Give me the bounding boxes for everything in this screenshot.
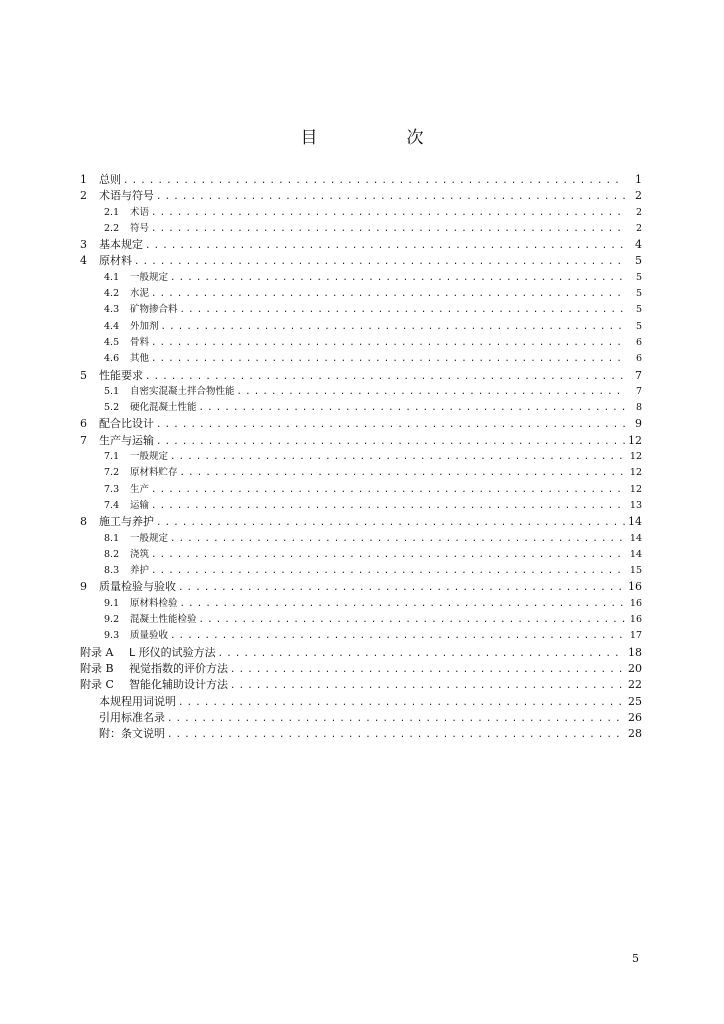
toc-entry-title: 术语与符号	[99, 189, 154, 203]
toc-entry-page: 7	[635, 368, 642, 382]
toc-entry-number: 9.1	[104, 597, 120, 609]
toc-dot-leader	[134, 254, 625, 270]
toc-entry[interactable]	[80, 368, 642, 384]
toc-entry[interactable]	[80, 514, 642, 530]
toc-dot-leader	[237, 384, 625, 400]
toc-entry-number: 8.2	[104, 548, 120, 560]
toc-dot-leader	[151, 335, 625, 351]
toc-dot-leader	[170, 449, 625, 465]
toc-entry-title: 符号	[130, 222, 150, 234]
toc-entry-page: 9	[635, 417, 642, 431]
toc-dot-leader	[123, 173, 625, 189]
toc-entry-number: 7	[80, 433, 87, 447]
toc-dot-leader	[178, 695, 625, 711]
toc-dot-leader	[161, 319, 625, 335]
toc-entry-number: 8.1	[104, 532, 120, 544]
toc-dot-leader	[199, 400, 625, 416]
toc-entry-number: 4.3	[104, 304, 120, 316]
toc-entry-page: 14	[628, 515, 642, 529]
toc-entry[interactable]	[80, 319, 642, 335]
toc-entry[interactable]	[80, 172, 642, 188]
toc-entry-number: 9.2	[104, 614, 120, 626]
toc-entry-page: 22	[628, 678, 642, 692]
toc-entry[interactable]	[80, 302, 642, 318]
toc-entry[interactable]	[80, 465, 642, 481]
toc-entry-title: 硬化混凝土性能	[130, 402, 197, 414]
toc-entry-title: 术语	[130, 206, 150, 218]
toc-entry[interactable]	[80, 433, 642, 449]
toc-entry-page: 20	[628, 661, 642, 675]
toc-entry[interactable]	[80, 335, 642, 351]
toc-entry-page: 2	[635, 222, 642, 234]
toc-dot-leader	[151, 221, 625, 237]
toc-dot-leader	[180, 302, 625, 318]
toc-entry-number: 7.4	[104, 499, 120, 511]
toc-dot-leader	[151, 482, 625, 498]
toc-entry-page: 18	[628, 645, 642, 659]
toc-entry-number: 2	[80, 189, 87, 203]
toc-entry-number: 7.2	[104, 467, 120, 479]
toc-entry-page: 16	[628, 580, 642, 594]
toc-dot-leader	[151, 351, 625, 367]
toc-entry-title: 运输	[130, 499, 150, 511]
toc-entry[interactable]	[80, 253, 642, 269]
toc-entry-page: 16	[629, 597, 642, 609]
toc-dot-leader	[156, 189, 625, 205]
toc-entry-number: 4.4	[104, 320, 120, 332]
toc-entry[interactable]	[80, 661, 642, 677]
toc-entry-page: 12	[629, 467, 642, 479]
toc-dot-leader	[180, 596, 625, 612]
toc-entry[interactable]	[80, 188, 642, 204]
toc-entry[interactable]	[80, 205, 642, 221]
toc-dot-leader	[156, 515, 625, 531]
toc-entry-number: 7.1	[104, 451, 120, 463]
toc-entry-number: 8	[80, 515, 87, 529]
toc-entry-title: 性能要求	[99, 368, 143, 382]
toc-entry[interactable]	[80, 286, 642, 302]
toc-entry[interactable]	[80, 449, 642, 465]
toc-entry-page: 5	[635, 254, 642, 268]
toc-entry-number: 9	[80, 580, 87, 594]
toc-entry-title: 其他	[130, 353, 150, 365]
toc-entry[interactable]	[80, 531, 642, 547]
toc-entry-number: 8.3	[104, 565, 120, 577]
toc-entry-title: 基本规定	[99, 238, 143, 252]
toc-entry-title: 质量验收	[130, 630, 169, 642]
toc-dot-leader	[145, 369, 625, 385]
toc-entry-number: 1	[80, 173, 87, 186]
toc-entry[interactable]	[80, 547, 642, 563]
toc-entry-number: 4	[80, 254, 87, 268]
toc-entry-page: 5	[635, 271, 642, 283]
toc-dot-leader	[199, 612, 625, 628]
toc-entry-title: 一般规定	[130, 271, 169, 283]
toc-entry[interactable]	[80, 498, 642, 514]
toc-entry-title: 引用标准名录	[99, 710, 165, 724]
toc-entry-page: 12	[628, 433, 642, 447]
table-of-contents	[80, 172, 642, 742]
toc-entry[interactable]	[80, 237, 642, 253]
toc-entry-page: 8	[635, 402, 642, 414]
page-title: 目 次	[300, 128, 460, 148]
toc-entry-page: 5	[635, 304, 642, 316]
toc-entry[interactable]	[80, 596, 642, 612]
toc-entry[interactable]	[80, 726, 642, 742]
toc-entry-title: L 形仪的试验方法	[129, 645, 216, 659]
toc-entry-title: 附：条文说明	[99, 727, 165, 741]
toc-entry-page: 2	[635, 206, 642, 218]
toc-entry-number: 9.3	[104, 630, 120, 642]
toc-entry-title: 浇筑	[130, 548, 150, 560]
toc-entry-page: 15	[629, 565, 642, 577]
toc-dot-leader	[151, 205, 625, 221]
toc-dot-leader	[170, 531, 625, 547]
toc-entry-page: 12	[629, 451, 642, 463]
toc-entry-title: 水泥	[130, 288, 150, 300]
page-number: 5	[632, 952, 639, 965]
toc-dot-leader	[151, 563, 625, 579]
toc-entry-number: 4.2	[104, 288, 120, 300]
toc-entry[interactable]	[80, 384, 642, 400]
toc-entry[interactable]	[80, 221, 642, 237]
toc-entry-page: 5	[635, 288, 642, 300]
toc-entry[interactable]	[80, 351, 642, 367]
toc-entry-page: 13	[629, 499, 642, 511]
toc-entry-number: 2.2	[104, 222, 120, 234]
toc-entry-page: 25	[628, 694, 642, 708]
toc-entry-title: 矿物掺合料	[130, 304, 178, 316]
toc-entry[interactable]	[80, 645, 642, 661]
toc-entry-title: 原材料贮存	[130, 467, 178, 479]
toc-entry-title: 一般规定	[130, 451, 169, 463]
toc-dot-leader	[170, 270, 625, 286]
toc-entry-title: 智能化辅助设计方法	[129, 678, 228, 692]
toc-entry-number: 7.3	[104, 483, 120, 495]
toc-entry-number: 5.2	[104, 402, 120, 414]
toc-dot-leader	[145, 238, 625, 254]
toc-entry-number: 附录 C	[80, 678, 114, 692]
toc-entry[interactable]	[80, 579, 642, 595]
toc-entry-page: 12	[629, 483, 642, 495]
toc-dot-leader	[151, 547, 625, 563]
toc-entry-title: 生产与运输	[99, 433, 154, 447]
toc-entry[interactable]	[80, 628, 642, 644]
toc-entry-title: 质量检验与验收	[99, 580, 176, 594]
toc-entry-page: 28	[628, 727, 642, 741]
toc-entry-title: 一般规定	[130, 532, 169, 544]
toc-entry-page: 5	[635, 320, 642, 332]
toc-dot-leader	[180, 465, 625, 481]
toc-entry-title: 自密实混凝土拌合物性能	[130, 385, 235, 397]
toc-dot-leader	[218, 646, 625, 662]
toc-entry-number: 4.1	[104, 271, 120, 283]
toc-entry-number: 附录 A	[80, 645, 114, 659]
toc-entry[interactable]	[80, 482, 642, 498]
toc-dot-leader	[151, 498, 625, 514]
toc-entry-title: 混凝土性能检验	[130, 614, 197, 626]
toc-entry-page: 6	[635, 336, 642, 348]
toc-entry-page: 7	[635, 385, 642, 397]
toc-dot-leader	[151, 286, 625, 302]
toc-dot-leader	[170, 628, 625, 644]
toc-entry-number: 6	[80, 417, 87, 431]
toc-entry-page: 26	[628, 710, 642, 724]
toc-entry-number: 3	[80, 238, 87, 252]
toc-entry[interactable]	[80, 416, 642, 432]
toc-entry-title: 原材料检验	[130, 597, 178, 609]
toc-entry-page: 6	[635, 353, 642, 365]
toc-entry-number: 2.1	[104, 206, 120, 218]
toc-entry-number: 附录 B	[80, 661, 114, 675]
toc-entry-title: 骨料	[130, 336, 150, 348]
toc-entry[interactable]	[80, 563, 642, 579]
toc-entry-number: 5.1	[104, 385, 120, 397]
toc-dot-leader	[178, 580, 625, 596]
toc-entry-title: 本规程用词说明	[99, 694, 176, 708]
toc-entry-number: 5	[80, 368, 87, 382]
toc-entry-title: 外加剂	[130, 320, 159, 332]
toc-dot-leader	[230, 678, 625, 694]
toc-entry-title: 原材料	[99, 254, 132, 268]
toc-entry-title: 配合比设计	[99, 417, 154, 431]
toc-dot-leader	[156, 417, 625, 433]
toc-entry-title: 生产	[130, 483, 150, 495]
toc-entry[interactable]	[80, 677, 642, 693]
toc-entry[interactable]	[80, 612, 642, 628]
toc-dot-leader	[156, 434, 625, 450]
toc-entry-title: 施工与养护	[99, 515, 154, 529]
toc-entry-number: 4.5	[104, 336, 120, 348]
toc-entry-page: 2	[635, 189, 642, 203]
toc-entry-number: 4.6	[104, 353, 120, 365]
toc-entry-page: 4	[635, 238, 642, 252]
toc-entry-page: 17	[629, 630, 642, 642]
toc-entry[interactable]	[80, 400, 642, 416]
toc-entry[interactable]	[80, 270, 642, 286]
toc-entry-title: 视觉指数的评价方法	[129, 661, 228, 675]
toc-entry-page: 14	[629, 548, 642, 560]
toc-entry-page: 16	[629, 614, 642, 626]
toc-entry-page: 1	[635, 173, 642, 186]
toc-entry[interactable]	[80, 694, 642, 710]
toc-dot-leader	[167, 727, 625, 743]
toc-entry-title: 养护	[130, 565, 150, 577]
toc-dot-leader	[230, 662, 625, 678]
toc-dot-leader	[167, 711, 625, 727]
toc-entry-title: 总则	[99, 173, 121, 186]
toc-entry-page: 14	[629, 532, 642, 544]
toc-entry[interactable]	[80, 710, 642, 726]
